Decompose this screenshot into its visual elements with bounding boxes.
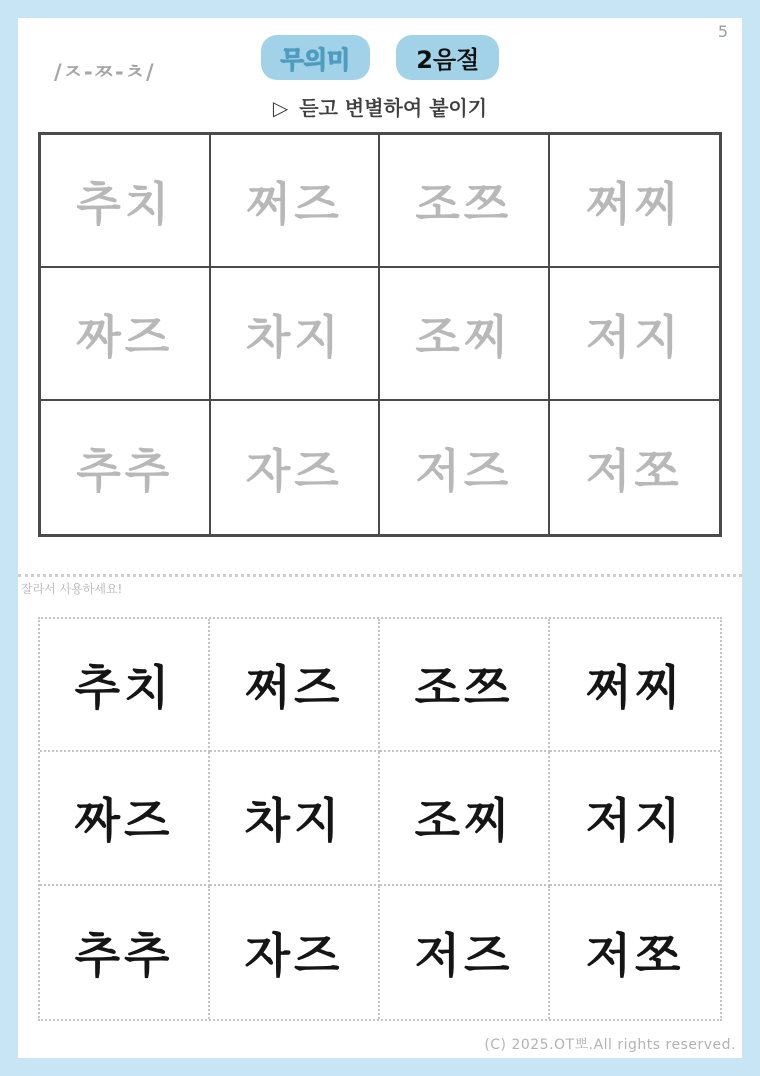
worksheet-page	[18, 18, 742, 1058]
cut-instruction-label: 잘라서 사용하세요!	[21, 582, 123, 596]
play-triangle-icon: ▷	[272, 96, 289, 120]
badge-two-syllable: 2음절	[396, 35, 499, 80]
cutout-card: 추추	[40, 886, 210, 1019]
copyright-text: (C) 2025.OT뽀.All rights reserved.	[484, 1037, 736, 1053]
cutout-card: 저지	[550, 752, 720, 885]
answer-cell: 쩌찌	[550, 135, 720, 268]
answer-cell: 저지	[550, 268, 720, 401]
cutout-card: 짜즈	[40, 752, 210, 885]
answer-grid	[38, 132, 722, 537]
instruction-text: 듣고 변별하여 붙이기	[299, 96, 488, 120]
answer-cell: 저즈	[380, 401, 550, 534]
answer-cell: 추추	[41, 401, 211, 534]
answer-cell: 추치	[41, 135, 211, 268]
answer-cell: 조쯔	[380, 135, 550, 268]
answer-cell: 저쪼	[585, 443, 683, 498]
cutout-card: 저쪼	[585, 928, 685, 984]
page-number: 5	[717, 22, 728, 41]
cutout-card: 조쯔	[380, 619, 550, 752]
badge-row	[18, 35, 742, 80]
answer-cell: 자즈	[211, 401, 381, 534]
cutout-card: 쩌찌	[550, 619, 720, 752]
badge-meaningless: 무의미	[261, 35, 371, 80]
phonetic-label: /ㅈ-ㅉ-ㅊ/	[54, 60, 155, 84]
answer-cell: 차지	[211, 268, 381, 401]
cut-line	[18, 574, 742, 577]
cutout-card: 차지	[210, 752, 380, 885]
answer-cell: 쩌즈	[211, 135, 381, 268]
cutout-card: 쩌즈	[210, 619, 380, 752]
cutout-grid	[38, 617, 722, 1021]
instruction-line	[18, 92, 742, 121]
answer-cell: 짜즈	[41, 268, 211, 401]
answer-cell: 조찌	[380, 268, 550, 401]
cutout-card: 저즈	[380, 886, 550, 1019]
cutout-card: 자즈	[210, 886, 380, 1019]
cutout-card: 추치	[40, 619, 210, 752]
cutout-card: 조찌	[380, 752, 550, 885]
